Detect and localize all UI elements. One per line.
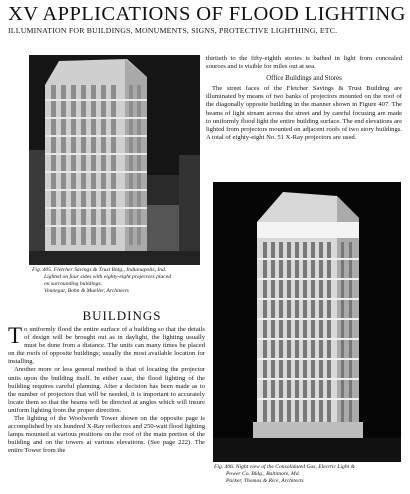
fig-405-caption-line-2: Lighted on four sides with eighty-eight projectors placed bbox=[44, 274, 172, 280]
buildings-paragraph-1-text: o uniformly flood the entire surface of a building so that the details of design will be brought out as in daylight, the lighting usually must be done from a distance. The units can many times be placed on the roofs of opposite buildings; usually the most available location for installing. bbox=[8, 326, 205, 366]
fig-406-caption-line-1: Fig. 406. Night view of the Consolidated Gas, Electric Light & bbox=[214, 464, 355, 470]
fig-405-caption-line-1: Fig. 405. Fletcher Savings & Trust Bldg., Indianapolis, Ind. bbox=[32, 267, 167, 273]
fig-406-photo bbox=[213, 182, 401, 462]
buildings-paragraph-3: The lighting of the Woolworth Tower shown on the opposite page is accomplished by six hundred X-Ray reflectors and 250-watt flood lighting lamps mounted at various positions on the roof of the main portion of the building and on the towers at various elevations. (See page 222). The entire Tower from the bbox=[8, 415, 205, 455]
right-column-top-text bbox=[206, 55, 402, 142]
fig-405-caption-line-3: on surrounding buildings. bbox=[44, 281, 103, 287]
buildings-paragraph-2: Another more or less general method is that of locating the projector units upon the building itself. In either case, the flood lighting of the building requires careful planning. After a decision has been made as to the number of projectors that will be needed, it is important to accurately locate them so that the beams will be directed at angles which will insure uniform lighting from the proper direction. bbox=[8, 366, 205, 414]
office-buildings-paragraph: The street faces of the Fletcher Savings & Trust Building are illuminated by means of two banks of projectors mounted on the roof of the diagonally opposite building in the manner shown in Figure 407. The beams of light stream across the street and by careful focusing are made to uniformly flood light the entire building surface. The end elevations are lighted from projectors mounted on adjacent roofs of two story buildings. A total of eighty-eight No. 51 X-Ray projectors are used. bbox=[206, 85, 402, 141]
drop-cap: T bbox=[8, 323, 23, 348]
page-title: XV APPLICATIONS OF FLOOD LIGHTING bbox=[8, 3, 406, 25]
fig-406-caption bbox=[214, 464, 408, 485]
fig-405-photo bbox=[29, 55, 200, 265]
buildings-paragraph-1 bbox=[8, 323, 205, 366]
fig-406-caption-line-3: Parker, Thomas & Rice, Architects bbox=[226, 478, 304, 484]
section-heading-office-buildings: Office Buildings and Stores bbox=[266, 75, 342, 83]
fig-406-caption-line-2: Power Co. Bldg., Baltimore, Md. bbox=[226, 471, 300, 477]
page-subtitle: ILLUMINATION FOR BUILDINGS, MONUMENTS, SIGNS, PROTECTIVE LIGHTHING, ETC. bbox=[8, 26, 338, 35]
fig-405-caption bbox=[32, 267, 202, 295]
section-heading-buildings: BUILDINGS bbox=[82, 308, 162, 323]
buildings-text bbox=[8, 323, 205, 456]
fig-405-caption-line-4: Vonnegut, Bohn & Mueller, Architects bbox=[44, 288, 129, 294]
continued-paragraph: thirtieth to the fifty-eighth stories is bathed in light from concealed sources and is visible for miles out at sea. bbox=[206, 55, 402, 71]
